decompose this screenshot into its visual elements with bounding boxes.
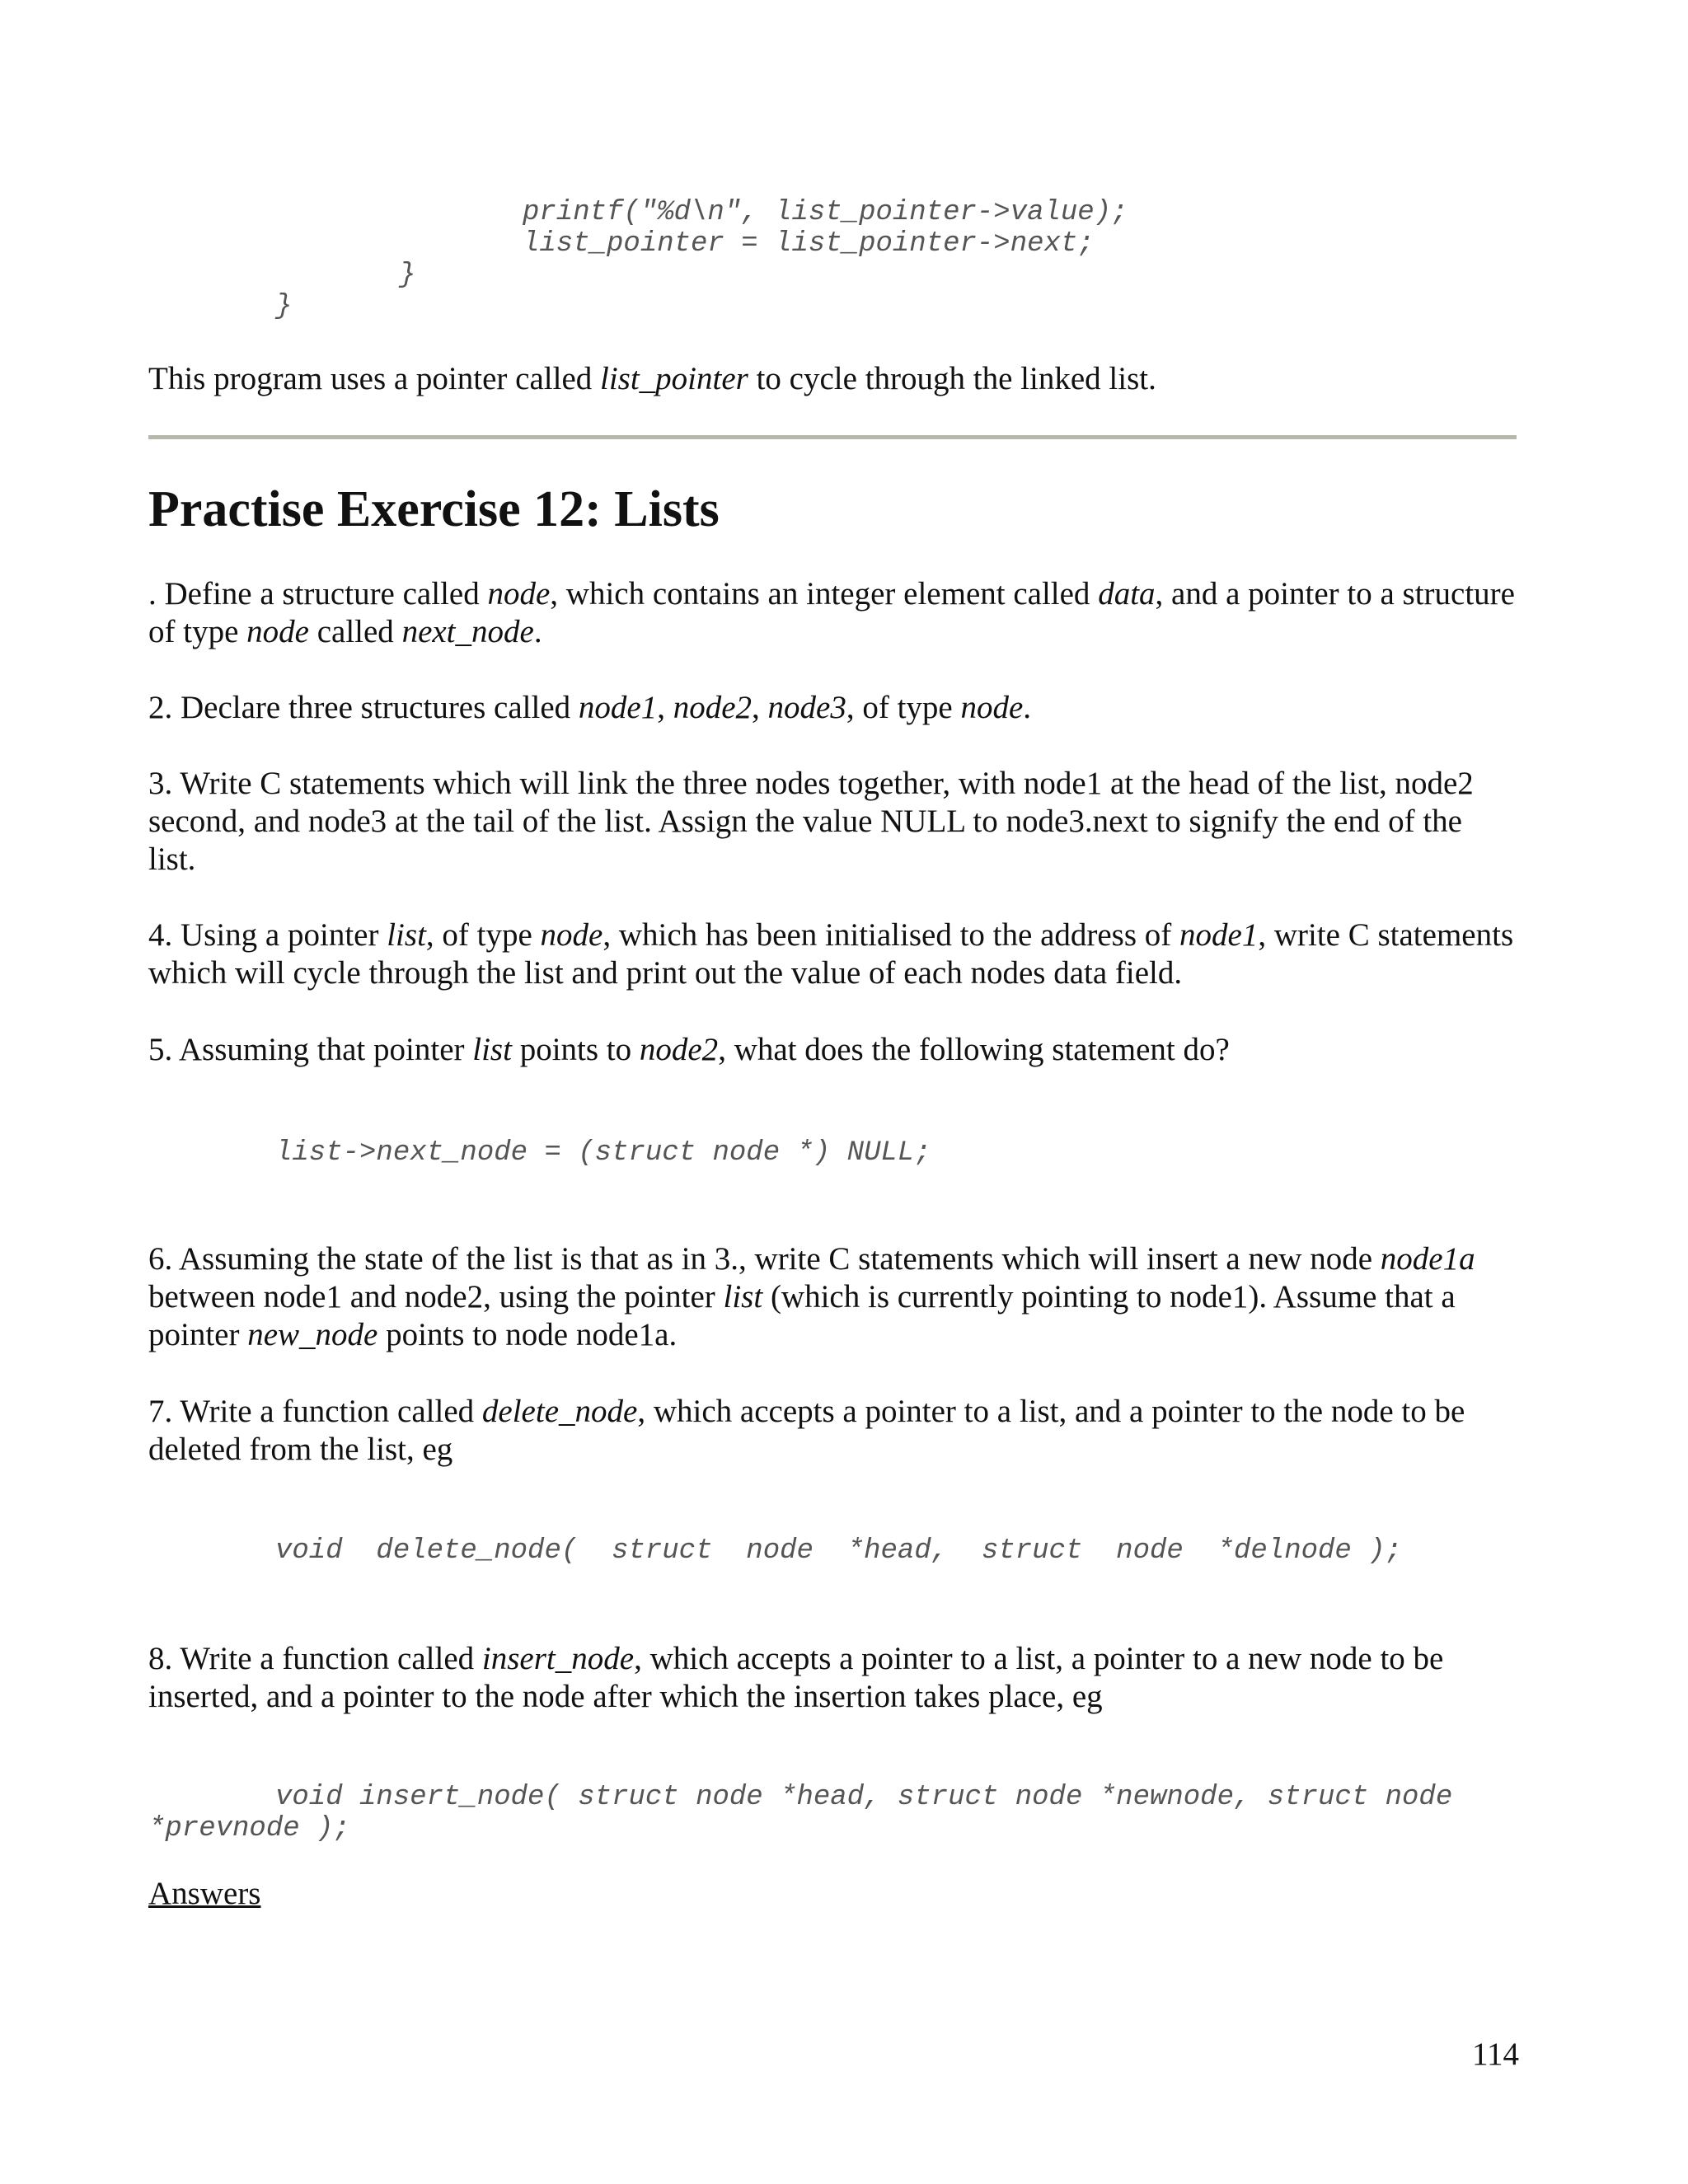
exercise-item-3: 3. Write C statements which will link the three nodes together, with node1 at the head of the list, node2 second, and node3 at the tail of the list. Assign the value NULL to node3.next to signify the end of the list. bbox=[148, 766, 1474, 877]
page-number: 114 bbox=[1471, 2036, 1519, 2072]
code-q5-statement: list->next_node = (struct node *) NULL; bbox=[275, 1137, 931, 1169]
code-printf-line: printf("%d\n", list_pointer->value); bbox=[523, 197, 1128, 228]
exercise-item-8: 8. Write a function called insert_node, which accepts a pointer to a list, a pointer to a new node to be inserted, and a pointer to the node after which the insertion takes place, eg bbox=[148, 1641, 1444, 1714]
exercise-item-1: . Define a structure called node, which contains an integer element called data, and a pointer to a structure of type node called next_node. bbox=[148, 576, 1515, 649]
exercise-item-4: 4. Using a pointer list, of type node, which has been initialised to the address of node1, write C statements which will cycle through the list and print out the value of each nodes data field. bbox=[148, 917, 1514, 991]
intro-paragraph: This program uses a pointer called list_pointer to cycle through the linked list. bbox=[148, 361, 1156, 396]
emphasis-list-pointer: list_pointer bbox=[600, 361, 748, 396]
code-insert-node-prototype-line1: void insert_node( struct node *head, struct node *newnode, struct node bbox=[275, 1782, 1453, 1813]
code-closing-brace-inner: } bbox=[399, 260, 416, 291]
horizontal-rule bbox=[148, 435, 1517, 439]
code-closing-brace-outer: } bbox=[275, 291, 293, 322]
exercise-item-2: 2. Declare three structures called node1, node2, node3, of type node. bbox=[148, 690, 1032, 725]
exercise-item-5: 5. Assuming that pointer list points to node2, what does the following statement do? bbox=[148, 1032, 1230, 1067]
page-title: Practise Exercise 12: Lists bbox=[148, 481, 720, 537]
exercise-item-6: 6. Assuming the state of the list is that as in 3., write C statements which will insert a new node node1a between node1 and node2, using the pointer list (which is currently pointing to node1). Assume that a pointer new_node points to node node1a. bbox=[148, 1241, 1475, 1352]
code-insert-node-prototype-line2: *prevnode ); bbox=[148, 1813, 350, 1844]
code-delete-node-prototype: void delete_node( struct node *head, struct node *delnode ); bbox=[275, 1535, 1403, 1567]
answers-link[interactable]: Answers bbox=[148, 1876, 261, 1911]
exercise-item-7: 7. Write a function called delete_node, which accepts a pointer to a list, and a pointer to the node to be deleted from the list, eg bbox=[148, 1394, 1465, 1467]
code-assign-line: list_pointer = list_pointer->next; bbox=[523, 228, 1095, 260]
